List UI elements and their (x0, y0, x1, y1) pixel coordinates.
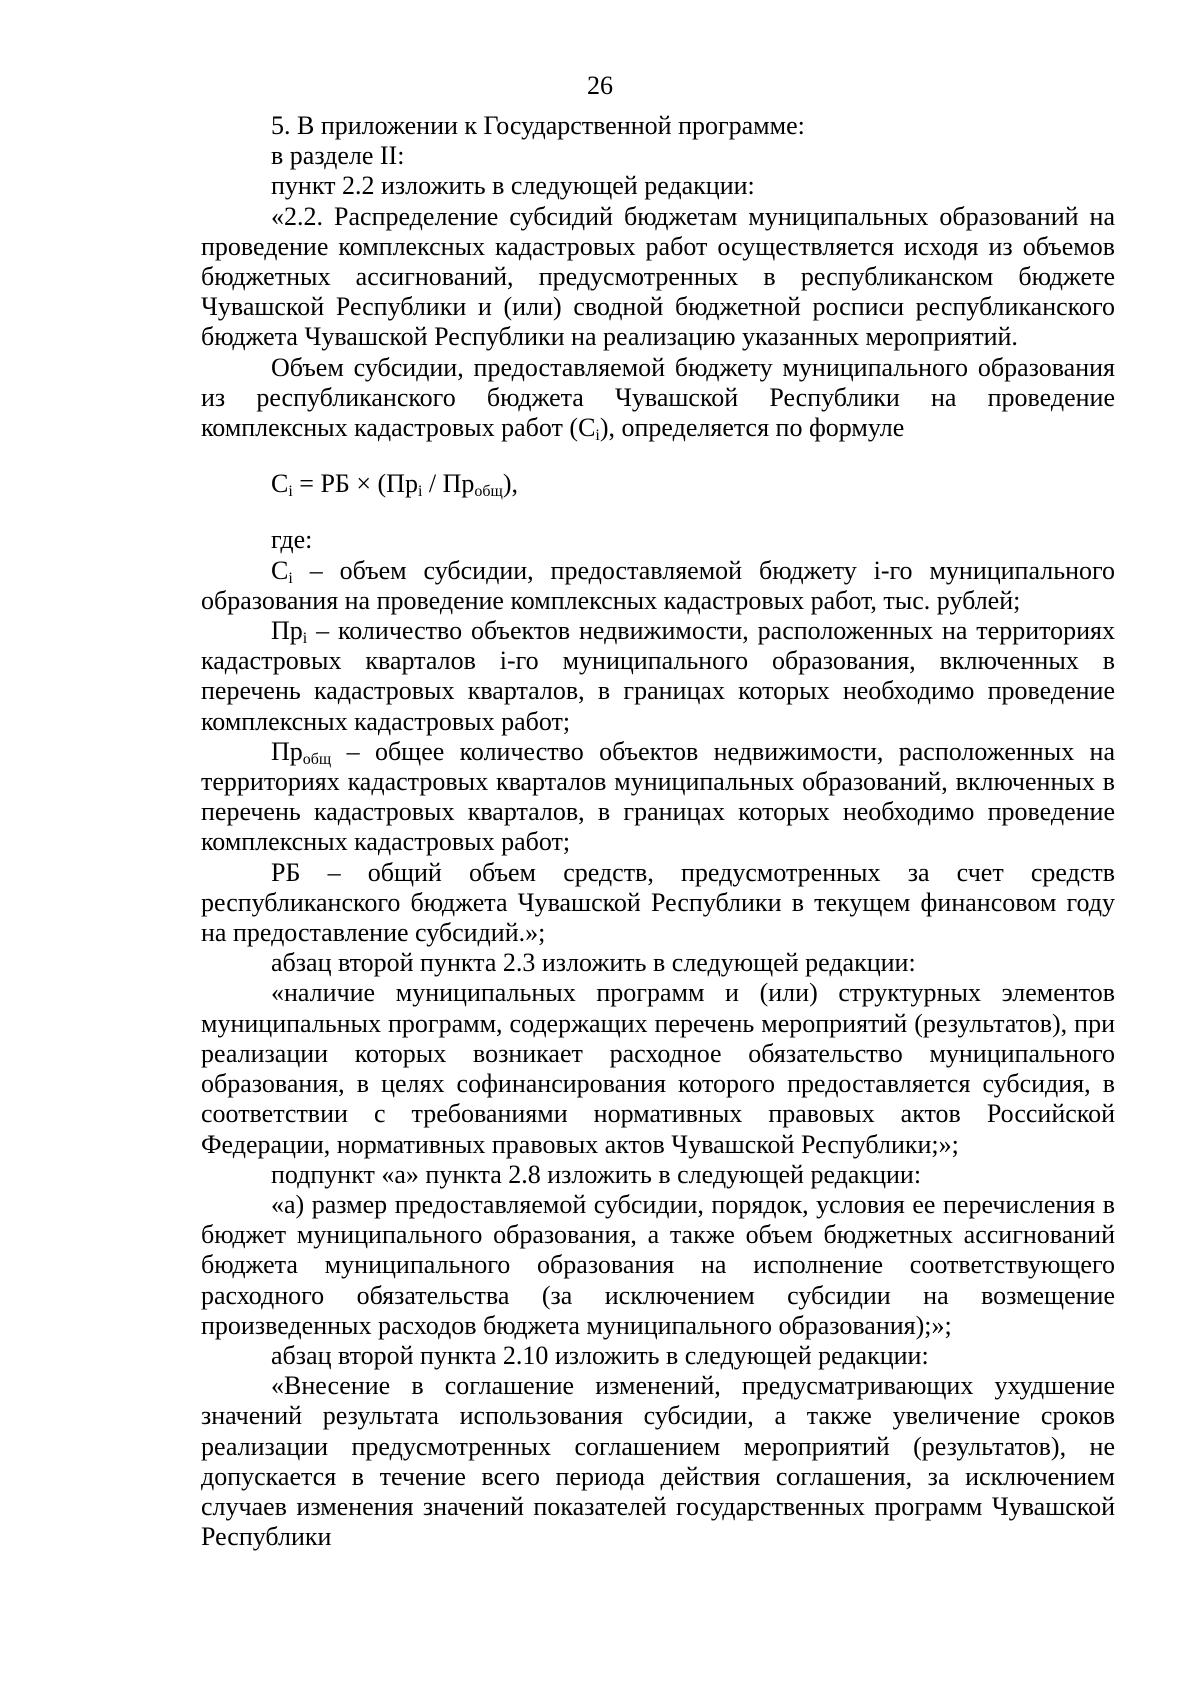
definition-ci (201, 556, 1115, 616)
paragraph-agreement-changes: «Внесение в соглашение изменений, предусматривающих ухудшение значений результата использования субсидии, а также увеличение сроков реализации предусмотренных соглашением мероприятий (результатов), не допускается в течение всего периода действия соглашения, за исключением случаев изменения значений показателей государственных программ Чувашской Республики (201, 1371, 1115, 1552)
subscript: i (595, 427, 600, 445)
paragraph-municipal-programs: «наличие муниципальных программ и (или) структурных элементов муниципальных программ, содержащих перечень мероприятий (результатов), при реализации которых возникает расходное обязательство муниципального образования, в целях софинансирования которого предоставляется субсидия, в соответствии с требованиями нормативных правовых актов Российской Федерации, нормативных правовых актов Чувашской Республики;»; (201, 978, 1115, 1159)
paragraph-item-2-8: подпункт «а» пункта 2.8 изложить в следующей редакции: (271, 1159, 922, 1189)
text-run: Пр (271, 736, 303, 766)
formula-part: ), (502, 469, 519, 499)
paragraph-item-2-3: абзац второй пункта 2.3 изложить в следующей редакции: (271, 948, 916, 978)
subscript: i (288, 569, 293, 587)
subscript: i (288, 483, 293, 501)
definition-rb: РБ – общий объем средств, предусмотренных за счет средств республиканского бюджета Чувашской Республики в текущем финансовом году на предоставление субсидий.»; (201, 857, 1115, 948)
text-run: – объем субсидии, предоставляемой бюджету i-го муниципального образования на проведение комплексных кадастровых работ, тыс. рублей; (201, 555, 1115, 615)
paragraph-distribution: «2.2. Распределение субсидий бюджетам муниципальных образований на проведение комплексных кадастровых работ осуществляется исходя из объемов бюджетных ассигнований, предусмотренных в республиканском бюджете Чувашской Республики и (или) сводной бюджетной росписи республиканского бюджета Чувашской Республики на реализацию указанных мероприятий. (201, 201, 1115, 352)
document-body (201, 111, 1115, 1552)
formula (201, 469, 1115, 499)
text-run: ), определяется по формуле (599, 413, 905, 443)
subscript: общ (302, 750, 332, 768)
page-number: 26 (587, 71, 613, 100)
paragraph-item-2-10: абзац второй пункта 2.10 изложить в следующей редакции: (271, 1340, 929, 1370)
definition-pri (201, 616, 1115, 737)
text-run: – количество объектов недвижимости, расположенных на территориях кадастровых кварталов i-го муниципального образования, включенных в перечень кадастровых кварталов, в границах которых необходимо проведение комплексных кадастровых работ; (201, 616, 1115, 736)
text-run: Пр (271, 616, 303, 646)
text-run: – общее количество объектов недвижимости, расположенных на территориях кадастровых кварталов муниципальных образований, включенных в перечень кадастровых кварталов, в границах которых необходимо проведение комплексных кадастровых работ; (201, 736, 1115, 857)
paragraph-section: в разделе II: (271, 141, 405, 171)
subscript: i (417, 483, 423, 501)
paragraph-subsidy-size: «а) размер предоставляемой субсидии, порядок, условия ее перечисления в бюджет муниципального образования, а также объем бюджетных ассигнований бюджета муниципального образования на исполнение соответствующего расходного обязательства (за исключением субсидии на возмещение произведенных расходов бюджета муниципального образования);»; (201, 1189, 1115, 1340)
subscript: общ (474, 483, 503, 501)
formula-part: С (271, 469, 289, 499)
text-run: Объем субсидии, предоставляемой бюджету муниципального образования из республиканского бюджета Чувашской Республики на проведение комплексных кадастровых работ (С (201, 352, 1115, 443)
text-run: С (271, 555, 289, 585)
definition-pr-total (201, 737, 1115, 858)
paragraph-subsidy-volume (201, 353, 1115, 444)
paragraph-where: где: (271, 525, 313, 555)
paragraph-item-2-2: пункт 2.2 изложить в следующей редакции: (271, 171, 755, 201)
paragraph-intro: 5. В приложении к Государственной программе: (271, 111, 805, 140)
formula-part: = РБ × (Пр (292, 469, 418, 499)
formula-part: / Пр (422, 469, 475, 499)
subscript: i (302, 630, 308, 648)
